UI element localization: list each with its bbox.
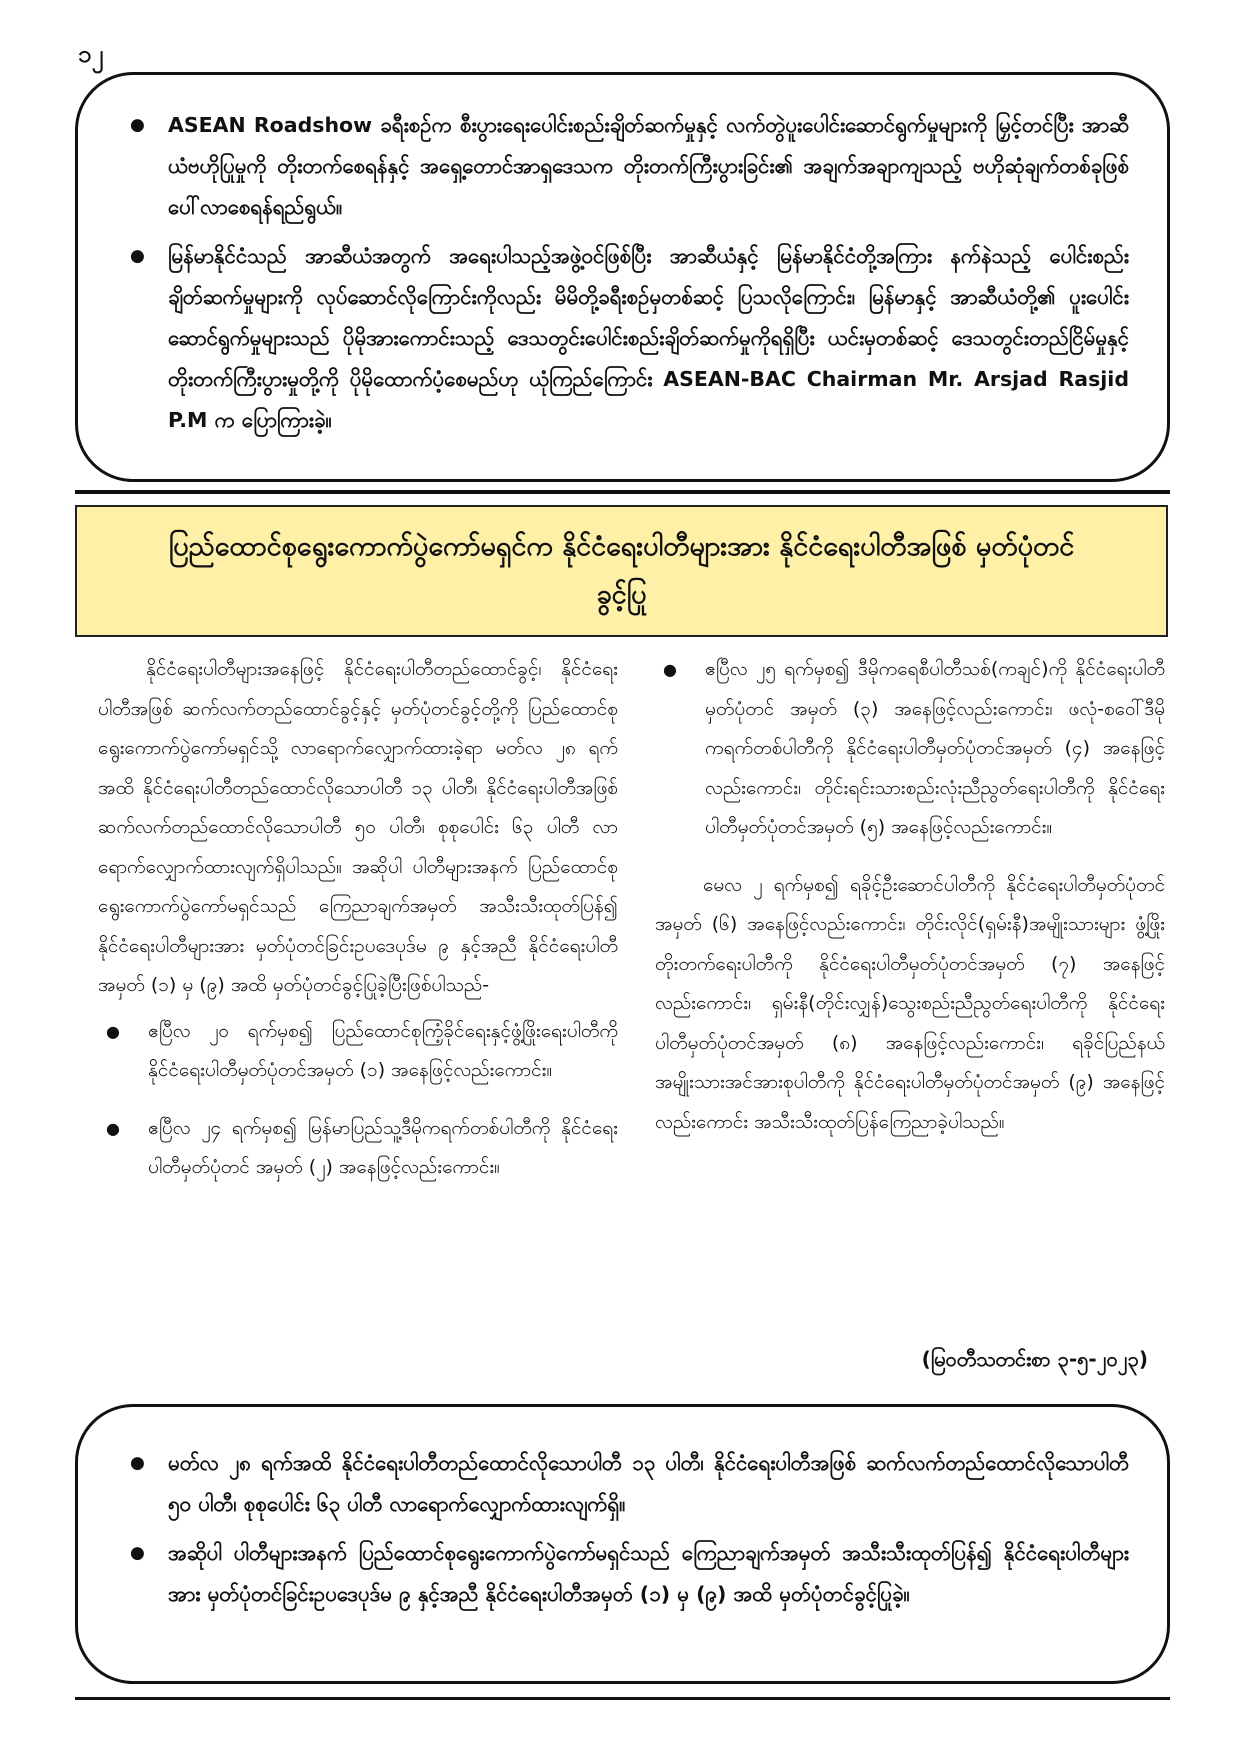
summary-bullet: ● မတ်လ ၂၈ ရက်အထိ နိုင်ငံရေးပါတီတည်ထောင်လိုသောပါတီ ၁၃ ပါတီ၊ နိုင်ငံရေးပါတီအဖြစ် ဆက်လက်တည်ထောင်လိုသောပါတီ ၅၀ ပါတီ၊ စုစုပေါင်း ၆၃ ပါတီ လာရောက်လျှောက်ထားလျက်ရှိ။ (116, 1443, 1129, 1525)
article-column-left (98, 650, 618, 1206)
summary-bullet: ● ASEAN Roadshow ခရီးစဉ်က စီးပွားရေးပေါင်းစည်းချိတ်ဆက်မှုနှင့် လက်တွဲပူးပေါင်းဆောင်ရွက်မှုများကို မြှင့်တင်ပြီး အာဆီယံဗဟိုပြုမှုကို တိုးတက်စေရန်နှင့် အရှေ့တောင်အာရှဒေသက တိုးတက်ကြီးပွားခြင်း၏ အချက်အချာကျသည့် ဗဟိုဆုံချက်တစ်ခုဖြစ် ပေါ်လာစေရန်ရည်ရွယ်။ (116, 105, 1129, 228)
summary-box-bottom (75, 1404, 1170, 1684)
summary-list-bottom (116, 1443, 1129, 1615)
article-headline: ပြည်ထောင်စုရွေးကောက်ပွဲကော်မရှင်က နိုင်ငံရေးပါတီများအား နိုင်ငံရေးပါတီအဖြစ် မှတ်ပုံတင်ခွင့်ပြု (168, 531, 1075, 610)
registration-item: ● ဧပြီလ ၂၅ ရက်မှစ၍ ဒီမိုကရေစီပါတီသစ်(ကချင်)ကို နိုင်ငံရေးပါတီမှတ်ပုံတင် အမှတ် (၃) အနေဖြင့်လည်းကောင်း၊ ဖလုံ-စဝေါ်ဒီမိုကရက်တစ်ပါတီကို နိုင်ငံရေးပါတီမှတ်ပုံတင်အမှတ် (၄) အနေဖြင့်လည်းကောင်း၊ တိုင်းရင်းသားစည်းလုံးညီညွတ်ရေးပါတီကို နိုင်ငံရေးပါတီမှတ်ပုံတင်အမှတ် (၅) အနေဖြင့်လည်းကောင်း။ (655, 650, 1165, 848)
article-source: (မြဝတီသတင်းစာ ၃-၅-၂၀၂၃) (921, 1347, 1148, 1371)
article-intro-paragraph: နိုင်ငံရေးပါတီများအနေဖြင့် နိုင်ငံရေးပါတီတည်ထောင်ခွင့်၊ နိုင်ငံရေးပါတီအဖြစ် ဆက်လက်တည်ထောင်ခွင့်နှင့် မှတ်ပုံတင်ခွင့်တို့ကို ပြည်ထောင်စုရွေးကောက်ပွဲကော်မရှင်သို့ လာရောက်လျှောက်ထားခဲ့ရာ မတ်လ ၂၈ ရက်အထိ နိုင်ငံရေးပါတီတည်ထောင်လိုသောပါတီ ၁၃ ပါတီ၊ နိုင်ငံရေးပါတီအဖြစ် ဆက်လက်တည်ထောင်လိုသောပါတီ ၅၀ ပါတီ၊ စုစုပေါင်း ၆၃ ပါတီ လာရောက်လျှောက်ထားလျက်ရှိပါသည်။ အဆိုပါ ပါတီများအနက် ပြည်ထောင်စုရွေးကောက်ပွဲကော်မရှင်သည် ကြေညာချက်အမှတ် အသီးသီးထုတ်ပြန်၍ နိုင်ငံရေးပါတီများအား မှတ်ပုံတင်ခြင်းဥပဒေပုဒ်မ ၉ နှင့်အညီ နိုင်ငံရေးပါတီအမှတ် (၁) မှ (၉) အထိ မှတ်ပုံတင်ခွင့်ပြုခဲ့ပြီးဖြစ်ပါသည်- (98, 658, 618, 996)
registration-item: ● ဧပြီလ ၂၀ ရက်မှစ၍ ပြည်ထောင်စုကြံ့ခိုင်ရေးနှင့်ဖွံ့ဖြိုးရေးပါတီကို နိုင်ငံရေးပါတီမှတ်ပုံတင်အမှတ် (၁) အနေဖြင့်လည်းကောင်း။ (98, 1012, 618, 1091)
page-number: ၁၂ (78, 40, 104, 68)
summary-bullet: ● မြန်မာနိုင်ငံသည် အာဆီယံအတွက် အရေးပါသည့်အဖွဲ့ဝင်ဖြစ်ပြီး အာဆီယံနှင့် မြန်မာနိုင်ငံတို့အကြား နက်နဲသည့် ပေါင်းစည်းချိတ်ဆက်မှုများကို လုပ်ဆောင်လိုကြောင်းကိုလည်း မိမိတို့ခရီးစဉ်မှတစ်ဆင့် ပြသလိုကြောင်း၊ မြန်မာနှင့် အာဆီယံတို့၏ ပူးပေါင်းဆောင်ရွက်မှုများသည် ပိုမိုအားကောင်းသည့် ဒေသတွင်းပေါင်းစည်းချိတ်ဆက်မှုကိုရရှိပြီး ယင်းမှတစ်ဆင့် ဒေသတွင်းတည်ငြိမ်မှုနှင့် တိုးတက်ကြီးပွားမှုတို့ကို ပိုမိုထောက်ပံ့စေမည်ဟု ယုံကြည်ကြောင်း ASEAN-BAC Chairman Mr. Arsjad Rasjid P.M က ပြောကြားခဲ့။ (116, 236, 1129, 441)
registration-list-left (98, 1012, 618, 1188)
summary-box-top (75, 72, 1170, 482)
summary-list-top (116, 105, 1129, 441)
headline-box (75, 505, 1168, 637)
divider-rule-top (75, 490, 1170, 494)
summary-bullet: ● အဆိုပါ ပါတီများအနက် ပြည်ထောင်စုရွေးကောက်ပွဲကော်မရှင်သည် ကြေညာချက်အမှတ် အသီးသီးထုတ်ပြန်၍ နိုင်ငံရေးပါတီများအား မှတ်ပုံတင်ခြင်းဥပဒေပုဒ်မ ၉ နှင့်အညီ နိုင်ငံရေးပါတီအမှတ် (၁) မှ (၉) အထိ မှတ်ပုံတင်ခွင့်ပြုခဲ့။ (116, 1533, 1129, 1615)
registration-item: ● ဧပြီလ ၂၄ ရက်မှစ၍ မြန်မာပြည်သူ့ဒီမိုကရက်တစ်ပါတီကို နိုင်ငံရေးပါတီမှတ်ပုံတင် အမှတ် (၂) အနေဖြင့်လည်းကောင်း။ (98, 1109, 618, 1188)
article-column-right (655, 650, 1165, 1142)
registration-list-right (655, 650, 1165, 848)
article-closing-paragraph: မေလ ၂ ရက်မှစ၍ ရခိုင့်ဦးဆောင်ပါတီကို နိုင်ငံရေးပါတီမှတ်ပုံတင်အမှတ် (၆) အနေဖြင့်လည်းကောင်း၊ တိုင်းလိုင်(ရှမ်းနီ)အမျိုးသားများ ဖွံ့ဖြိုးတိုးတက်ရေးပါတီကို နိုင်ငံရေးပါတီမှတ်ပုံတင်အမှတ် (၇) အနေဖြင့်လည်းကောင်း၊ ရှမ်းနီ(တိုင်းလျှန်)သွေးစည်းညီညွတ်ရေးပါတီကို နိုင်ငံရေးပါတီမှတ်ပုံတင်အမှတ် (၈) အနေဖြင့်လည်းကောင်း၊ ရခိုင်ပြည်နယ်အမျိုးသားအင်အားစုပါတီကို နိုင်ငံရေးပါတီမှတ်ပုံတင်အမှတ် (၉) အနေဖြင့်လည်းကောင်း အသီးသီးထုတ်ပြန်ကြေညာခဲ့ပါသည်။ (655, 873, 1165, 1133)
divider-rule-bottom (75, 1697, 1170, 1700)
